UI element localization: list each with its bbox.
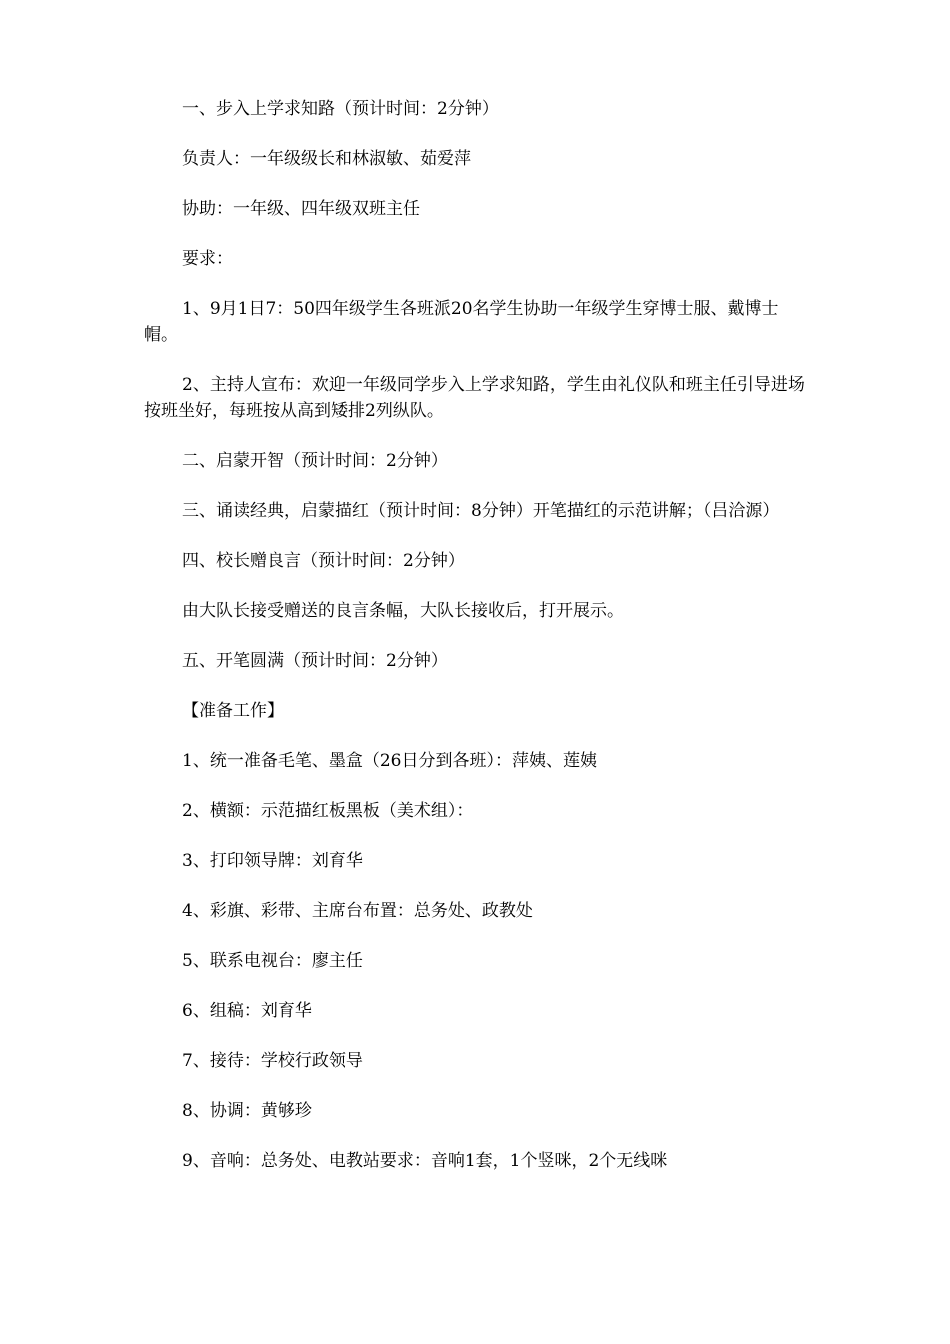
preparation-item-6: 6、组稿：刘育华 bbox=[182, 1001, 312, 1021]
preparation-item-5: 5、联系电视台：廖主任 bbox=[182, 951, 363, 971]
preparation-item-2: 2、横额：示范描红板黑板（美术组）： bbox=[182, 801, 474, 821]
section-heading-4: 四、校长赠良言（预计时间：2分钟） bbox=[182, 551, 465, 571]
preparation-item-3: 3、打印领导牌：刘育华 bbox=[182, 851, 363, 871]
section-heading-3: 三、诵读经典，启蒙描红（预计时间：8分钟）开笔描红的示范讲解；（吕洽源） bbox=[182, 501, 780, 521]
preparation-item-7: 7、接待：学校行政领导 bbox=[182, 1051, 363, 1071]
requirement-item-1: 1、9月1日7：50四年级学生各班派20名学生协助一年级学生穿博士服、戴博士帽。 bbox=[144, 299, 779, 345]
requirement-item-2: 2、主持人宣布：欢迎一年级同学步入上学求知路，学生由礼仪队和班主任引导进场按班坐好，每班按从高到矮排2列纵队。 bbox=[144, 375, 805, 421]
section-heading-2: 二、启蒙开智（预计时间：2分钟） bbox=[182, 451, 448, 471]
preparation-heading: 【准备工作】 bbox=[182, 701, 284, 721]
document-body bbox=[144, 96, 810, 1198]
preparation-item-8: 8、协调：黄够珍 bbox=[182, 1101, 312, 1121]
preparation-item-4: 4、彩旗、彩带、主席台布置：总务处、政教处 bbox=[182, 901, 533, 921]
section-heading-1: 一、步入上学求知路（预计时间：2分钟） bbox=[182, 99, 499, 119]
assistants: 协助：一年级、四年级双班主任 bbox=[182, 199, 420, 219]
preparation-item-9: 9、音响：总务处、电教站要求：音响1套，1个竖咪，2个无线咪 bbox=[182, 1151, 668, 1171]
person-in-charge: 负责人：一年级级长和林淑敏、茹爱萍 bbox=[182, 149, 471, 169]
requirements-label: 要求： bbox=[182, 249, 233, 269]
preparation-item-1: 1、统一准备毛笔、墨盒（26日分到各班）：萍姨、莲姨 bbox=[182, 751, 597, 771]
section-4-description: 由大队长接受赠送的良言条幅，大队长接收后，打开展示。 bbox=[182, 601, 624, 621]
section-heading-5: 五、开笔圆满（预计时间：2分钟） bbox=[182, 651, 448, 671]
